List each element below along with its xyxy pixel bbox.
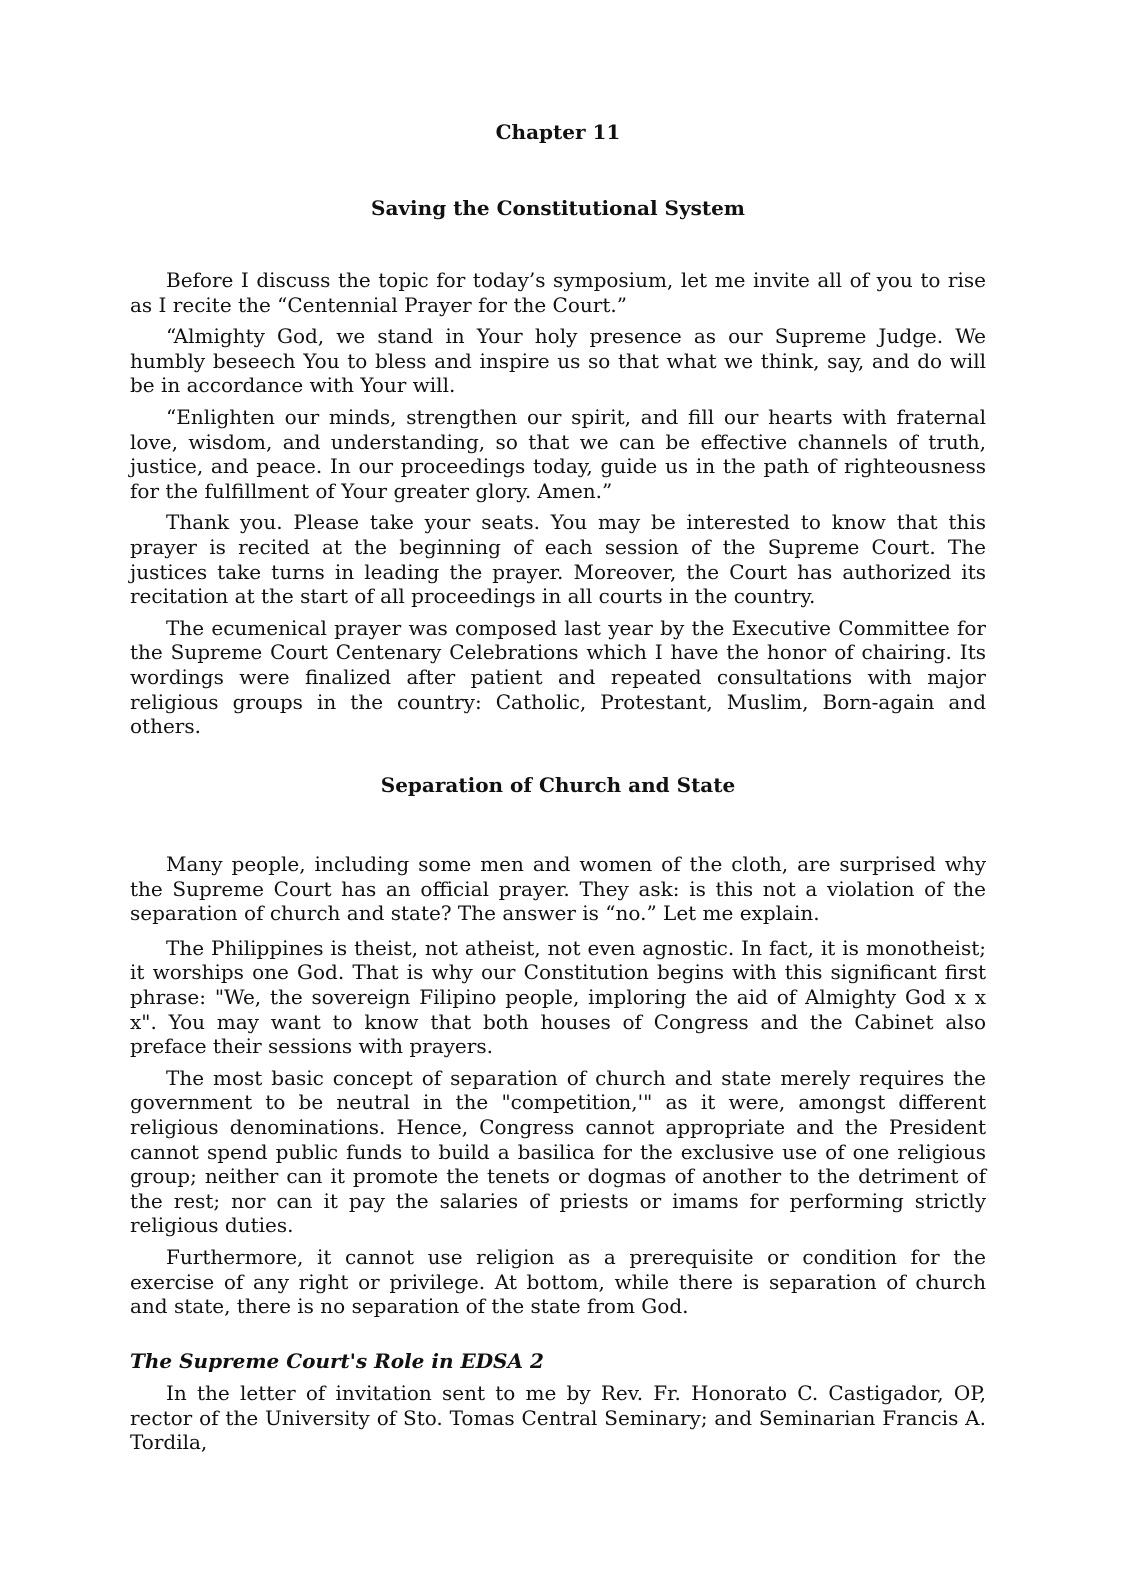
paragraph: Thank you. Please take your seats. You may be interested to know that this prayer is recited at the beginning of each session of the Supreme Court. The justices take turns in leading the prayer. Moreover, the Court has authorized its recitation at the start of all proceedings in all courts in the country.	[130, 510, 986, 609]
paragraph: “Almighty God, we stand in Your holy presence as our Supreme Judge. We humbly beseech You to bless and inspire us so that what we think, say, and do will be in accordance with Your will.	[130, 324, 986, 398]
chapter-title: Saving the Constitutional System	[371, 196, 745, 220]
separation-section	[130, 852, 986, 1326]
chapter-number: Chapter 11	[495, 120, 621, 144]
paragraph: In the letter of invitation sent to me by Rev. Fr. Honorato C. Castigador, OP, rector of the University of Sto. Tomas Central Seminary; and Seminarian Francis A. Tordila,	[130, 1381, 986, 1455]
intro-section	[130, 268, 986, 746]
subsection-heading: The Supreme Court's Role in EDSA 2	[130, 1349, 544, 1373]
section-heading: Separation of Church and State	[380, 773, 736, 797]
paragraph: The Philippines is theist, not atheist, not even agnostic. In fact, it is monotheist; it worships one God. That is why our Constitution begins with this significant first phrase: "We, the sovereign Filipino people, imploring the aid of Almighty God x x x". You may want to know that both houses of Congress and the Cabinet also preface their sessions with prayers.	[130, 935, 986, 1059]
paragraph: Furthermore, it cannot use religion as a prerequisite or condition for the exercise of any right or privilege. At bottom, while there is separation of church and state, there is no separation of the state from God.	[130, 1244, 986, 1319]
paragraph: “Enlighten our minds, strengthen our spirit, and fill our hearts with fraternal love, wisdom, and understanding, so that we can be effective channels of truth, justice, and peace. In our proceedings today, guide us in the path of righteousness for the fulfillment of Your greater glory. Amen.”	[130, 404, 986, 503]
paragraph: The ecumenical prayer was composed last year by the Executive Committee for the Supreme Court Centenary Celebrations which I have the honor of chairing. Its wordings were finalized after patient and repeated consultations with major religious groups in the country: Catholic, Protestant, Muslim, Born-again and others.	[130, 615, 986, 739]
edsa-section	[130, 1381, 986, 1462]
paragraph: Before I discuss the topic for today’s symposium, let me invite all of you to rise as I recite the “Centennial Prayer for the Court.”	[130, 268, 986, 317]
paragraph: The most basic concept of separation of church and state merely requires the government to be neutral in the "competition,'" as it were, amongst different religious denominations. Hence, Congress cannot appropriate and the President cannot spend public funds to build a basilica for the exclusive use of one religious group; neither can it promote the tenets or dogmas of another to the detriment of the rest; nor can it pay the salaries of priests or imams for performing strictly religious duties.	[130, 1065, 986, 1238]
paragraph: Many people, including some men and women of the cloth, are surprised why the Supreme Court has an official prayer. They ask: is this not a violation of the separation of church and state? The answer is “no.” Let me explain.	[130, 852, 986, 926]
